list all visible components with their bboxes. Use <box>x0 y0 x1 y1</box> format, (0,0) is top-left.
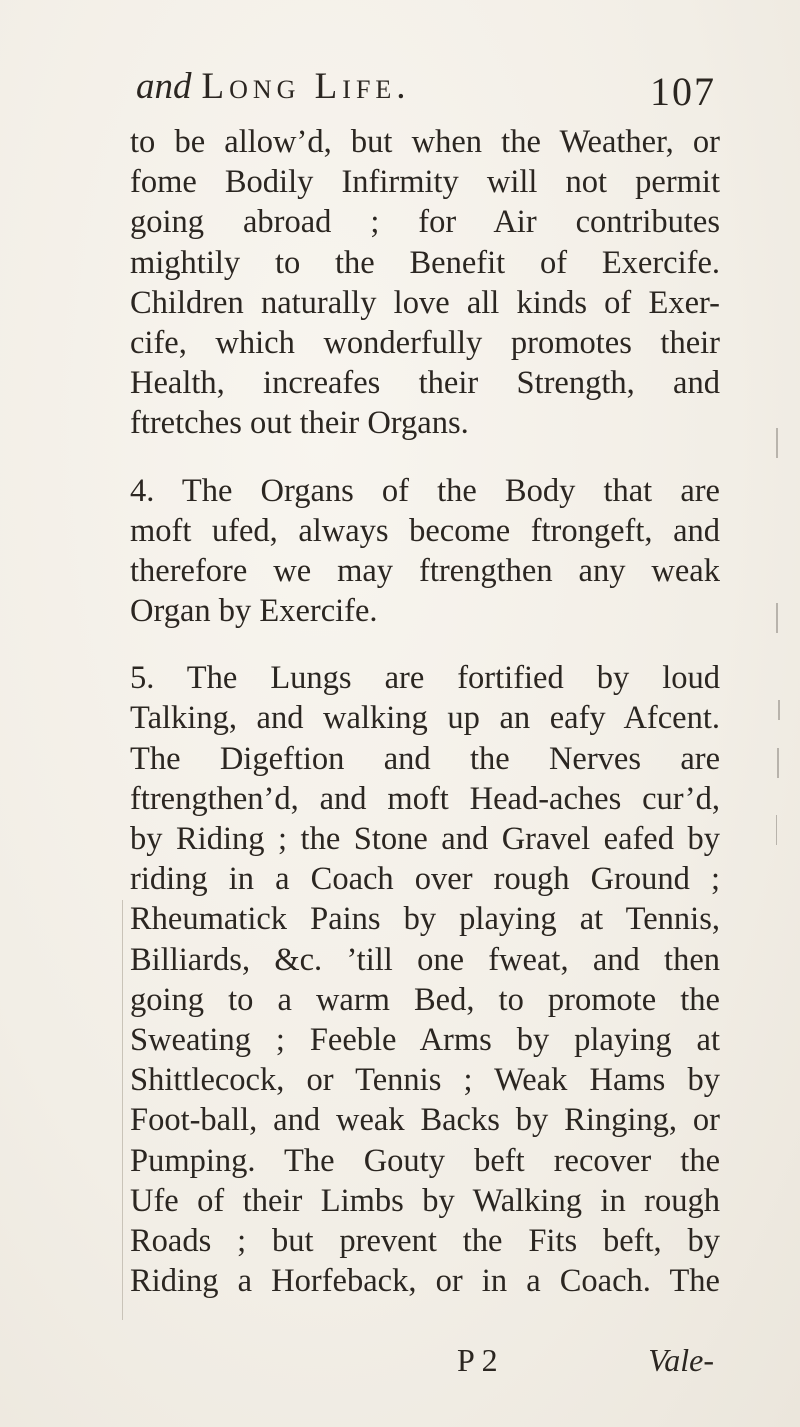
text-line: Health, increafes their Strength, and <box>130 365 720 402</box>
text-line: by Riding ; the Stone and Gravel eafed by <box>130 821 720 857</box>
page-edge-mark <box>776 428 778 458</box>
running-header <box>136 68 716 118</box>
text-line: riding in a Coach over rough Ground ; <box>130 861 720 898</box>
text-line: therefore we may ftrengthen any weak <box>130 552 720 589</box>
text-line: Talking, and walking up an eafy Afcent. <box>130 700 720 737</box>
text-line: Pumping. The Gouty beft recover the <box>130 1142 720 1179</box>
text-line: Roads ; but prevent the Fits beft, by <box>130 1222 720 1259</box>
signature-mark: P 2 <box>457 1342 498 1378</box>
page-edge-mark <box>776 815 777 845</box>
paragraph-3 <box>130 658 720 1301</box>
gutter-shadow <box>122 900 123 1320</box>
paragraph-1 <box>130 122 720 444</box>
text-line: Children naturally love all kinds of Exer- <box>130 284 720 321</box>
running-title-caps: Long Life. <box>201 66 411 107</box>
text-line: Ufe of their Limbs by Walking in rough <box>130 1182 720 1219</box>
page-number: 107 <box>650 69 716 114</box>
text-line: Organ by Exercife. <box>130 593 378 630</box>
text-line: 4. The Organs of the Body that are <box>130 472 720 509</box>
text-line: ftrengthen’d, and moft Head-aches cur’d, <box>130 780 720 817</box>
text-line: moft ufed, always become ftrongeft, and <box>130 512 720 549</box>
text-line: Billiards, &c. ’till one fweat, and then <box>130 941 720 978</box>
text-line: to be allow’d, but when the Weather, or <box>130 124 720 160</box>
text-line: going to a warm Bed, to promote the <box>130 981 720 1018</box>
text-line: mightily to the Benefit of Exercife. <box>130 244 720 281</box>
page-edge-mark <box>777 748 779 778</box>
text-line: The Digeftion and the Nerves are <box>130 740 720 777</box>
text-line: going abroad ; for Air contributes <box>130 204 720 241</box>
text-line: Riding a Horfeback, or in a Coach. The <box>130 1263 720 1300</box>
catchword: Vale- <box>648 1342 714 1378</box>
page-edge-mark <box>776 603 778 633</box>
running-title-italic: and <box>136 66 192 107</box>
page-edge-mark <box>778 700 780 720</box>
text-line: Rheumatick Pains by playing at Tennis, <box>130 901 720 938</box>
text-line: Sweating ; Feeble Arms by playing at <box>130 1021 720 1058</box>
paragraph-2 <box>130 471 720 632</box>
running-title <box>136 68 411 105</box>
text-line: Shittlecock, or Tennis ; Weak Hams by <box>130 1062 720 1099</box>
text-line: cife, which wonderfully promotes their <box>130 324 720 361</box>
paragraph-gap <box>130 444 720 471</box>
text-line: Foot-ball, and weak Backs by Ringing, or <box>130 1102 720 1139</box>
text-line: fome Bodily Infirmity will not permit <box>130 164 720 201</box>
text-line: 5. The Lungs are fortified by loud <box>130 660 720 697</box>
paragraph-gap <box>130 631 720 658</box>
text-line: ftretches out their Organs. <box>130 405 469 442</box>
page-footer <box>130 1342 720 1382</box>
body-text <box>130 122 720 1301</box>
